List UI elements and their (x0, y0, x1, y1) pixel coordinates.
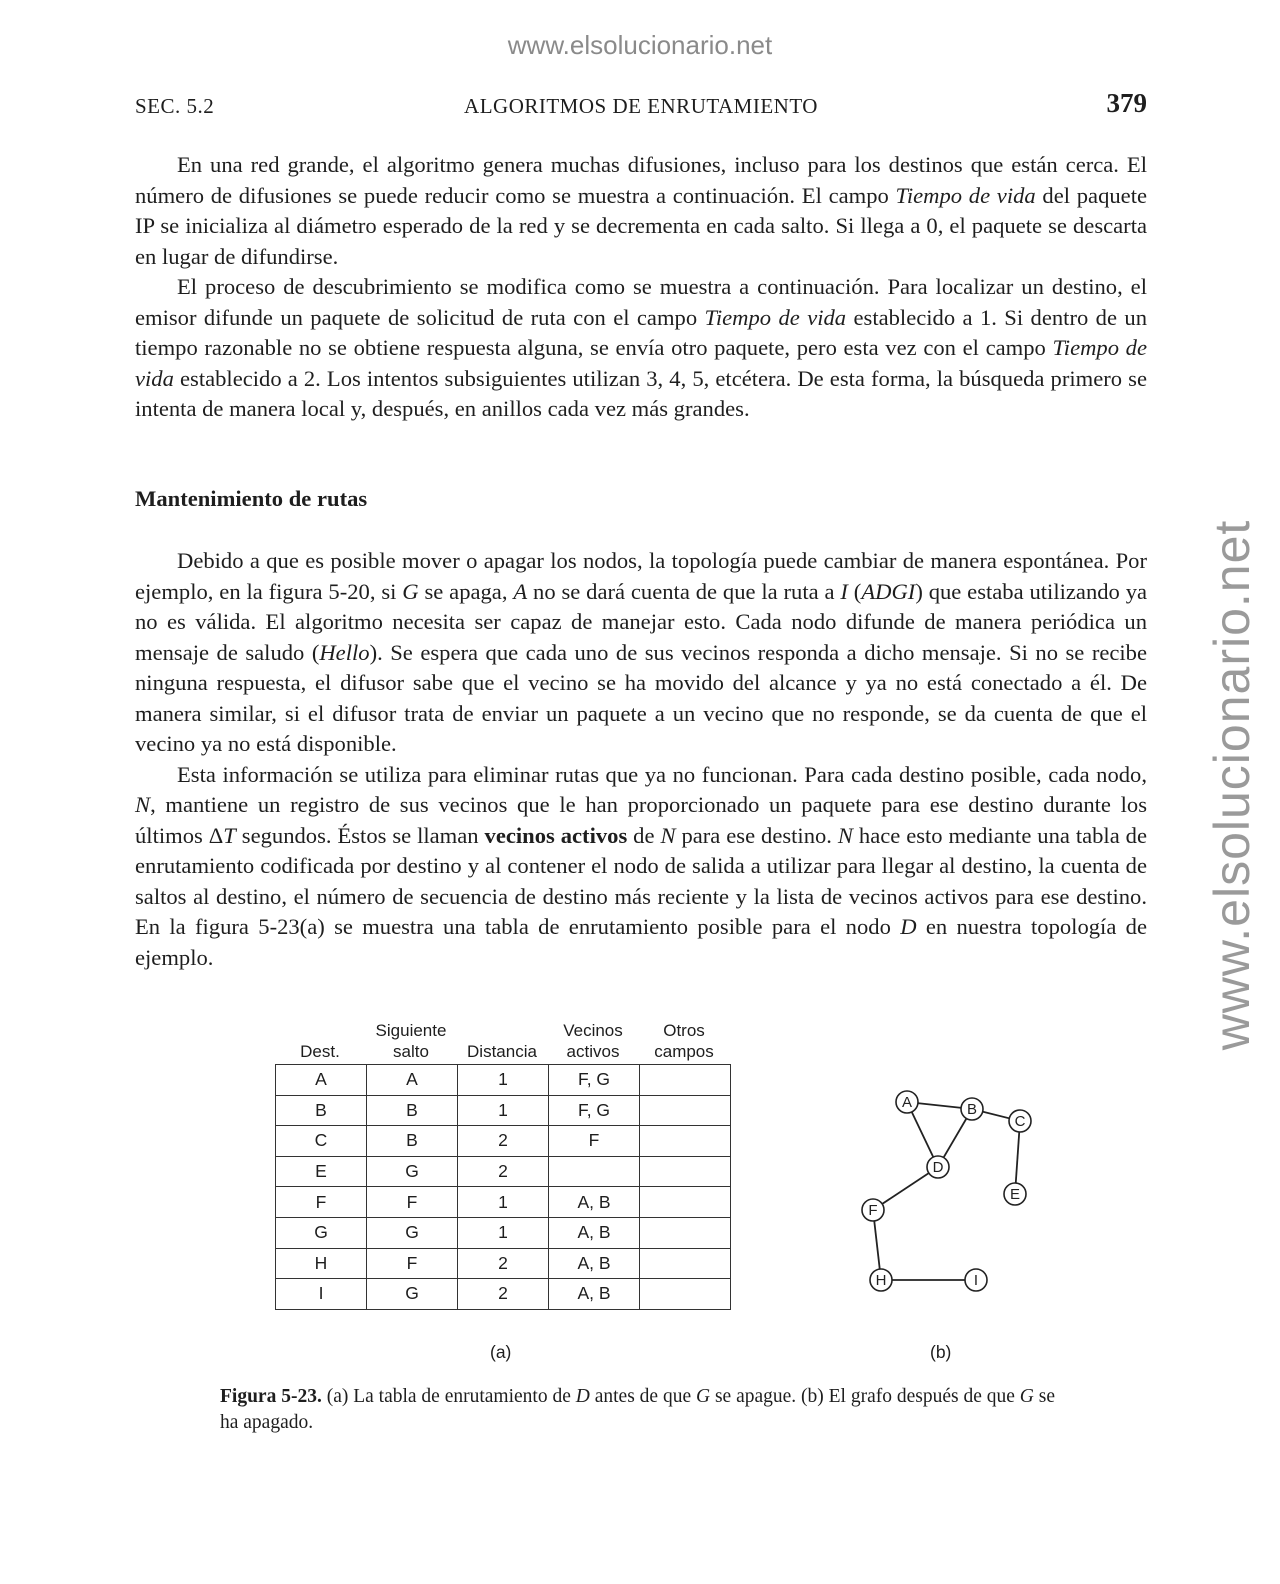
watermark-side-text: www.elsolucionario.net (1204, 519, 1260, 1051)
table-cell: F, G (549, 1065, 640, 1096)
table-cell (640, 1095, 731, 1126)
table-row (276, 1156, 731, 1187)
figure-label-a: (a) (490, 1342, 512, 1362)
table-cell: F (549, 1126, 640, 1157)
chapter-title: ALGORITMOS DE ENRUTAMIENTO (464, 94, 818, 118)
header-other-fields: Otros campos (654, 1021, 714, 1061)
table-cell: F, G (549, 1095, 640, 1126)
table-cell: A (276, 1065, 367, 1096)
table-cell: E (276, 1156, 367, 1187)
table-row (276, 1065, 731, 1096)
table-cell: 1 (458, 1095, 549, 1126)
table-cell: G (276, 1217, 367, 1248)
table-cell: A, B (549, 1248, 640, 1279)
table-cell: B (367, 1095, 458, 1126)
node-i (965, 1269, 987, 1291)
table-cell: H (276, 1248, 367, 1279)
table-cell: 1 (458, 1065, 549, 1096)
table-cell: G (367, 1279, 458, 1310)
routing-table (275, 1064, 731, 1310)
table-cell: F (367, 1187, 458, 1218)
table-cell (640, 1126, 731, 1157)
table-cell: F (276, 1187, 367, 1218)
table-cell: G (367, 1156, 458, 1187)
node-e-label: E (1009, 1186, 1021, 1203)
table-cell (640, 1217, 731, 1248)
node-f-label: F (868, 1202, 878, 1219)
table-cell: A, B (549, 1217, 640, 1248)
node-i-label: I (973, 1272, 979, 1289)
table-row (276, 1095, 731, 1126)
paragraph-3: Debido a que es posible mover o apagar los nodos, la topología puede cambiar de manera espontánea. Por ejemplo, en la figura 5-20, si G se apaga, A no se dará cuenta de que la ruta a I (ADGI) que estaba utilizando ya no es válida. El algoritmo necesita ser capaz de manejar esto. Cada nodo difunde de manera periódica un mensaje de saludo (Hello). Se espera que cada uno de sus vecinos responda a dicho mensaje. Si no se recibe ninguna respuesta, el difusor sabe que el vecino se ha movido del alcance y ya no está conectado a él. De manera similar, si el difusor trata de enviar un paquete a un vecino que no responde, se da cuenta de que el vecino ya no está disponible. (135, 548, 1148, 756)
page-number: 379 (1106, 88, 1147, 118)
table-cell: 2 (458, 1279, 549, 1310)
table-cell (640, 1065, 731, 1096)
header-next-hop: Siguiente salto (375, 1021, 447, 1061)
table-cell: I (276, 1279, 367, 1310)
table-cell: 2 (458, 1156, 549, 1187)
node-b (961, 1098, 983, 1120)
node-e (1004, 1183, 1026, 1205)
node-c (1009, 1110, 1031, 1132)
figure-caption: Figura 5-23. (a) La tabla de enrutamiento de D antes de que G se apague. (b) El grafo después de que G se ha apagado. (220, 1386, 1056, 1433)
watermark-top: www.elsolucionario.net (507, 30, 773, 60)
table-cell: F (367, 1248, 458, 1279)
section-number: SEC. 5.2 (135, 94, 215, 118)
table-cell: B (276, 1095, 367, 1126)
table-cell (640, 1156, 731, 1187)
table-row (276, 1248, 731, 1279)
table-cell: G (367, 1217, 458, 1248)
node-c-label: C (1014, 1113, 1026, 1130)
node-d-label: D (932, 1159, 944, 1176)
table-row (276, 1187, 731, 1218)
paragraph-2: El proceso de descubrimiento se modifica como se muestra a continuación. Para localizar un destino, el emisor difunde un paquete de solicitud de ruta con el campo Tiempo de vida establecido a 1. Si dentro de un tiempo razonable no se obtiene respuesta alguna, se envía otro paquete, pero esta vez con el campo Tiempo de vida establecido a 2. Los intentos subsiguientes utilizan 3, 4, 5, etcétera. De esta forma, la búsqueda primero se intenta de manera local y, después, en anillos cada vez más grandes. (135, 274, 1147, 421)
section-heading: Mantenimiento de rutas (135, 486, 368, 511)
table-cell: 1 (458, 1217, 549, 1248)
table-cell (640, 1187, 731, 1218)
page-header (135, 88, 1147, 124)
paragraph-1: En una red grande, el algoritmo genera muchas difusiones, incluso para los destinos que están cerca. El número de difusiones se puede reducir como se muestra a continuación. El campo Tiempo de vida del paquete IP se inicializa al diámetro esperado de la red y se decrementa en cada salto. Si llega a 0, el paquete se descarta en lugar de difundirse. (135, 152, 1148, 269)
routing-table-figure (275, 1016, 730, 1310)
node-b-label: B (966, 1101, 978, 1118)
network-graph (848, 1080, 1048, 1295)
table-row (276, 1126, 731, 1157)
paragraph-4: Esta información se utiliza para eliminar rutas que ya no funcionan. Para cada destino posible, cada nodo, N, mantiene un registro de sus vecinos que le han proporcionado un paquete para ese destino durante los últimos ΔT segundos. Éstos se llaman vecinos activos de N para ese destino. N hace esto mediante una tabla de enrutamiento codificada por destino y al contener el nodo de salida a utilizar para llegar al destino, la cuenta de saltos al destino, el número de secuencia de destino más reciente y la lista de vecinos activos para ese destino. En la figura 5-23(a) se muestra una tabla de enrutamiento posible para el nodo D en nuestra topología de ejemplo. (135, 761, 1147, 970)
node-a (896, 1091, 918, 1113)
body-text-bottom (135, 546, 1147, 973)
node-h-label: H (875, 1272, 887, 1289)
figure-label-b: (b) (930, 1342, 952, 1362)
table-row (276, 1217, 731, 1248)
table-cell: 2 (458, 1126, 549, 1157)
table-cell: A, B (549, 1187, 640, 1218)
table-column-headers (275, 1016, 730, 1064)
table-cell: 1 (458, 1187, 549, 1218)
node-f (862, 1199, 884, 1221)
table-cell (549, 1156, 640, 1187)
table-cell: A (367, 1065, 458, 1096)
table-cell: 2 (458, 1248, 549, 1279)
node-a-label: A (901, 1094, 913, 1111)
table-cell: C (276, 1126, 367, 1157)
header-active-neighbors: Vecinos activos (563, 1021, 623, 1061)
node-d (927, 1156, 949, 1178)
header-dest: Dest. (300, 1042, 340, 1061)
figure-number: Figura 5-23. (220, 1386, 322, 1407)
table-cell: A, B (549, 1279, 640, 1310)
table-cell (640, 1279, 731, 1310)
table-row (276, 1279, 731, 1310)
table-cell: B (367, 1126, 458, 1157)
header-distance: Distancia (467, 1042, 537, 1061)
body-text-top (135, 150, 1147, 425)
node-h (870, 1269, 892, 1291)
table-cell (640, 1248, 731, 1279)
